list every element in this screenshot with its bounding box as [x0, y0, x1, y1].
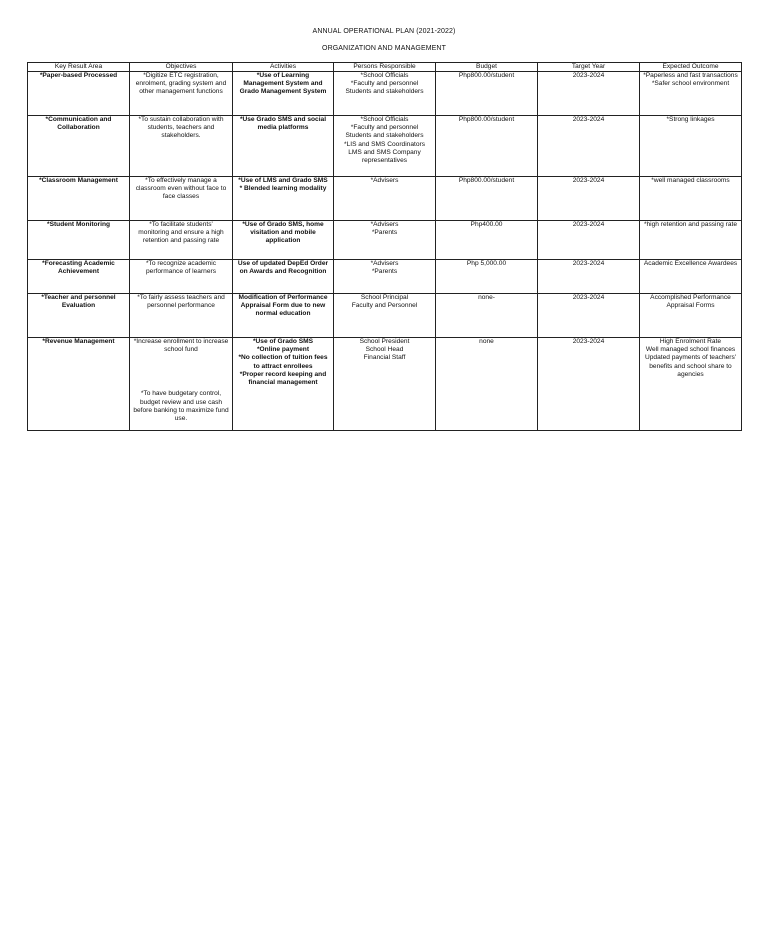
cell-activities: Modification of Performance Appraisal Form due to new normal education [233, 294, 334, 338]
cell-budget: Php 5,000.00 [436, 260, 538, 294]
cell-key-result-area: *Communication and Collaboration [28, 116, 130, 177]
cell-objectives: *To recognize academic performance of learners [130, 260, 233, 294]
cell-key-result-area: *Teacher and personnel Evaluation [28, 294, 130, 338]
cell-objectives: *To fairly assess teachers and personnel performance [130, 294, 233, 338]
cell-budget: Php800.00/student [436, 116, 538, 177]
cell-persons-responsible: School President School Head Financial Staff [334, 338, 436, 431]
cell-target-year: 2023-2024 [538, 294, 640, 338]
cell-target-year: 2023-2024 [538, 338, 640, 431]
cell-activities: *Use Grado SMS and social media platforms [233, 116, 334, 177]
cell-budget: Php800.00/student [436, 177, 538, 221]
cell-key-result-area: *Revenue Management [28, 338, 130, 431]
table-header-row [28, 63, 742, 72]
table-row [28, 116, 742, 177]
cell-expected-outcome: *Strong linkages [640, 116, 742, 177]
cell-target-year: 2023-2024 [538, 116, 640, 177]
cell-objectives: *To facilitate students' monitoring and ensure a high retention and passing rate [130, 221, 233, 260]
cell-persons-responsible: *Advisers [334, 177, 436, 221]
cell-expected-outcome: *well managed classrooms [640, 177, 742, 221]
cell-activities: *Use of Grado SMS *Online payment *No collection of tuition fees to attract enrollees *Proper record keeping and financial management [233, 338, 334, 431]
cell-objectives: *Digitize ETC registration, enrolment, grading system and other management functions [130, 72, 233, 116]
cell-persons-responsible: *School Officials *Faculty and personnel Students and stakeholders *LIS and SMS Coordinators LMS and SMS Company representatives [334, 116, 436, 177]
document-title: ANNUAL OPERATIONAL PLAN (2021-2022) [312, 28, 456, 35]
cell-budget: Php800.00/student [436, 72, 538, 116]
cell-persons-responsible: School Principal Faculty and Personnel [334, 294, 436, 338]
cell-activities: *Use of LMS and Grado SMS * Blended learning modality [233, 177, 334, 221]
cell-persons-responsible: *Advisers *Parents [334, 260, 436, 294]
cell-persons-responsible: *School Officials *Faculty and personnel Students and stakeholders [334, 72, 436, 116]
cell-activities: Use of updated DepEd Order on Awards and Recognition [233, 260, 334, 294]
cell-objectives: *Increase enrollment to increase school fund *To have budgetary control, budget review and use cash before banking to maximize fund use. [130, 338, 233, 431]
cell-expected-outcome: High Enrolment Rate Well managed school finances Updated payments of teachers' benefits and school share to agencies [640, 338, 742, 431]
table-row [28, 177, 742, 221]
cell-key-result-area: *Student Monitoring [28, 221, 130, 260]
cell-objectives: *To effectively manage a classroom even without face to face classes [130, 177, 233, 221]
table-row [28, 72, 742, 116]
table-row [28, 338, 742, 431]
table-row [28, 221, 742, 260]
cell-expected-outcome: *Paperless and fast transactions *Safer school environment [640, 72, 742, 116]
cell-expected-outcome: *high retention and passing rate [640, 221, 742, 260]
header-budget: Budget [436, 63, 538, 72]
cell-target-year: 2023-2024 [538, 221, 640, 260]
header-activities: Activities [233, 63, 334, 72]
header-objectives: Objectives [130, 63, 233, 72]
document-subtitle: ORGANIZATION AND MANAGEMENT [322, 45, 446, 52]
cell-objectives: *To sustain collaboration with students, teachers and stakeholders. [130, 116, 233, 177]
cell-activities: *Use of Grado SMS, home visitation and mobile application [233, 221, 334, 260]
table-row [28, 260, 742, 294]
header-expected-outcome: Expected Outcome [640, 63, 742, 72]
cell-expected-outcome: Academic Excellence Awardees [640, 260, 742, 294]
cell-target-year: 2023-2024 [538, 72, 640, 116]
cell-activities: *Use of Learning Management System and Grado Management System [233, 72, 334, 116]
cell-expected-outcome: Accomplished Performance Appraisal Forms [640, 294, 742, 338]
cell-key-result-area: *Classroom Management [28, 177, 130, 221]
cell-budget: none [436, 338, 538, 431]
cell-key-result-area: *Forecasting Academic Achievement [28, 260, 130, 294]
cell-budget: Php400.00 [436, 221, 538, 260]
cell-budget: none- [436, 294, 538, 338]
cell-target-year: 2023-2024 [538, 177, 640, 221]
header-target-year: Target Year [538, 63, 640, 72]
header-persons-responsible: Persons Responsible [334, 63, 436, 72]
cell-persons-responsible: *Advisers *Parents [334, 221, 436, 260]
table-row [28, 294, 742, 338]
header-key-result-area: Key Result Area [28, 63, 130, 72]
cell-target-year: 2023-2024 [538, 260, 640, 294]
operational-plan-table [27, 62, 742, 431]
cell-key-result-area: *Paper-based Processed [28, 72, 130, 116]
